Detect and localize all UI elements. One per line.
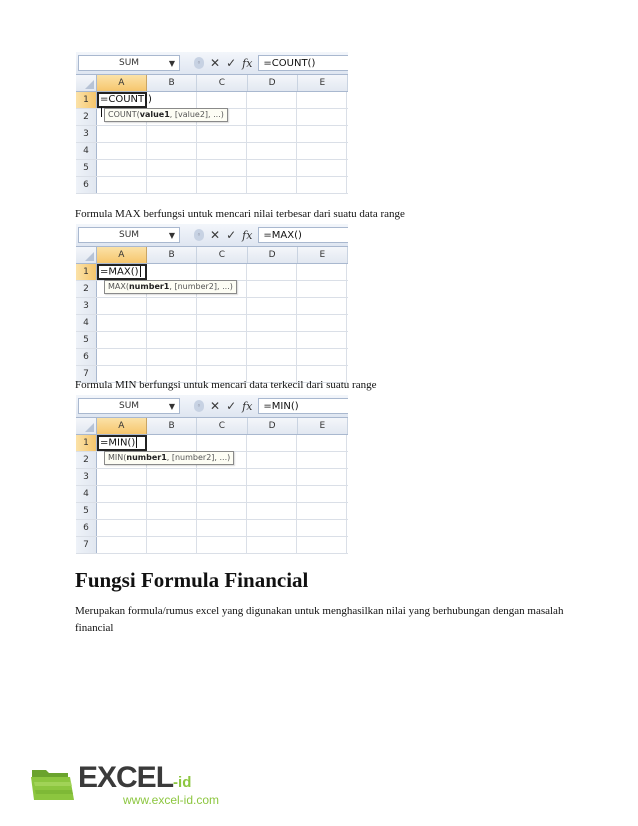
column-header: C xyxy=(197,247,247,263)
row-header: 2 xyxy=(76,109,97,125)
formula-bar xyxy=(76,52,348,75)
grip-icon: ◦ xyxy=(194,229,204,241)
row-header: 5 xyxy=(76,160,97,176)
active-cell: =MIN() xyxy=(97,435,147,451)
column-header: A xyxy=(97,247,147,263)
row-header: 3 xyxy=(76,469,97,485)
column-header: B xyxy=(147,75,197,91)
section-paragraph: Merupakan formula/rumus excel yang digunakan untuk menghasilkan nilai yang berhubungan dengan masalah financial xyxy=(75,605,564,634)
select-all-corner xyxy=(76,247,97,263)
column-header: C xyxy=(197,418,247,434)
row-header: 1 xyxy=(76,435,97,451)
column-header: C xyxy=(197,75,247,91)
column-header: E xyxy=(298,247,348,263)
row-header: 3 xyxy=(76,126,97,142)
excel-id-logo xyxy=(30,760,250,810)
chevron-down-icon: ▼ xyxy=(168,230,175,240)
row-header: 6 xyxy=(76,177,97,193)
row-header: 2 xyxy=(76,281,97,297)
logo-wordmark: EXCEL-id xyxy=(78,761,192,794)
formula-bar xyxy=(76,395,348,418)
column-header: B xyxy=(147,247,197,263)
column-headers xyxy=(76,247,348,264)
row-header: 5 xyxy=(76,503,97,519)
column-headers xyxy=(76,418,348,435)
grip-icon: ◦ xyxy=(194,400,204,412)
column-header: E xyxy=(298,418,348,434)
column-header: B xyxy=(147,418,197,434)
row-header: 1 xyxy=(76,264,97,280)
insert-function-icon: fx xyxy=(242,399,253,413)
column-header: D xyxy=(248,418,298,434)
column-headers xyxy=(76,75,348,92)
folder-logo-icon xyxy=(30,764,76,802)
row-header: 6 xyxy=(76,520,97,536)
column-header: D xyxy=(248,75,298,91)
column-header: A xyxy=(97,75,147,91)
caption-max: Formula MAX berfungsi untuk mencari nilai terbesar dari suatu data range xyxy=(75,208,405,220)
row-header: 4 xyxy=(76,143,97,159)
row-header: 6 xyxy=(76,349,97,365)
column-header: E xyxy=(298,75,348,91)
formula-input: =MAX() xyxy=(258,227,348,243)
excel-screenshot-count xyxy=(76,52,348,189)
select-all-corner xyxy=(76,418,97,434)
section-heading: Fungsi Formula Financial xyxy=(75,568,309,592)
cancel-icon: ✕ xyxy=(210,399,221,413)
row-header: 2 xyxy=(76,452,97,468)
enter-check-icon: ✓ xyxy=(226,228,237,242)
name-box: SUM ▼ xyxy=(78,227,180,243)
function-tooltip: MAX(number1, [number2], ...) xyxy=(104,280,237,294)
row-header: 4 xyxy=(76,315,97,331)
row-header: 1 xyxy=(76,92,97,108)
function-tooltip: MIN(number1, [number2], ...) xyxy=(104,451,234,465)
name-box: SUM ▼ xyxy=(78,55,180,71)
cancel-icon: ✕ xyxy=(210,228,221,242)
formula-input: =COUNT() xyxy=(258,55,348,71)
row-header: 3 xyxy=(76,298,97,314)
column-header: D xyxy=(248,247,298,263)
active-cell: =COUNT() xyxy=(97,92,147,108)
logo-url: www.excel-id.com xyxy=(123,793,220,807)
row-header: 7 xyxy=(76,366,97,382)
column-header: A xyxy=(97,418,147,434)
excel-screenshot-max xyxy=(76,224,348,379)
enter-check-icon: ✓ xyxy=(226,399,237,413)
row-header: 4 xyxy=(76,486,97,502)
formula-input: =MIN() xyxy=(258,398,348,414)
excel-screenshot-min xyxy=(76,395,348,550)
insert-function-icon: fx xyxy=(242,56,253,70)
grip-icon: ◦ xyxy=(194,57,204,69)
formula-bar xyxy=(76,224,348,247)
function-tooltip: COUNT(value1, [value2], ...) xyxy=(104,108,228,122)
chevron-down-icon: ▼ xyxy=(168,58,175,68)
cancel-icon: ✕ xyxy=(210,56,221,70)
row-header: 7 xyxy=(76,537,97,553)
enter-check-icon: ✓ xyxy=(226,56,237,70)
select-all-corner xyxy=(76,75,97,91)
name-box: SUM ▼ xyxy=(78,398,180,414)
chevron-down-icon: ▼ xyxy=(168,401,175,411)
caption-min: Formula MIN berfungsi untuk mencari data terkecil dari suatu range xyxy=(75,379,377,391)
row-header: 5 xyxy=(76,332,97,348)
insert-function-icon: fx xyxy=(242,228,253,242)
active-cell: =MAX() xyxy=(97,264,147,280)
